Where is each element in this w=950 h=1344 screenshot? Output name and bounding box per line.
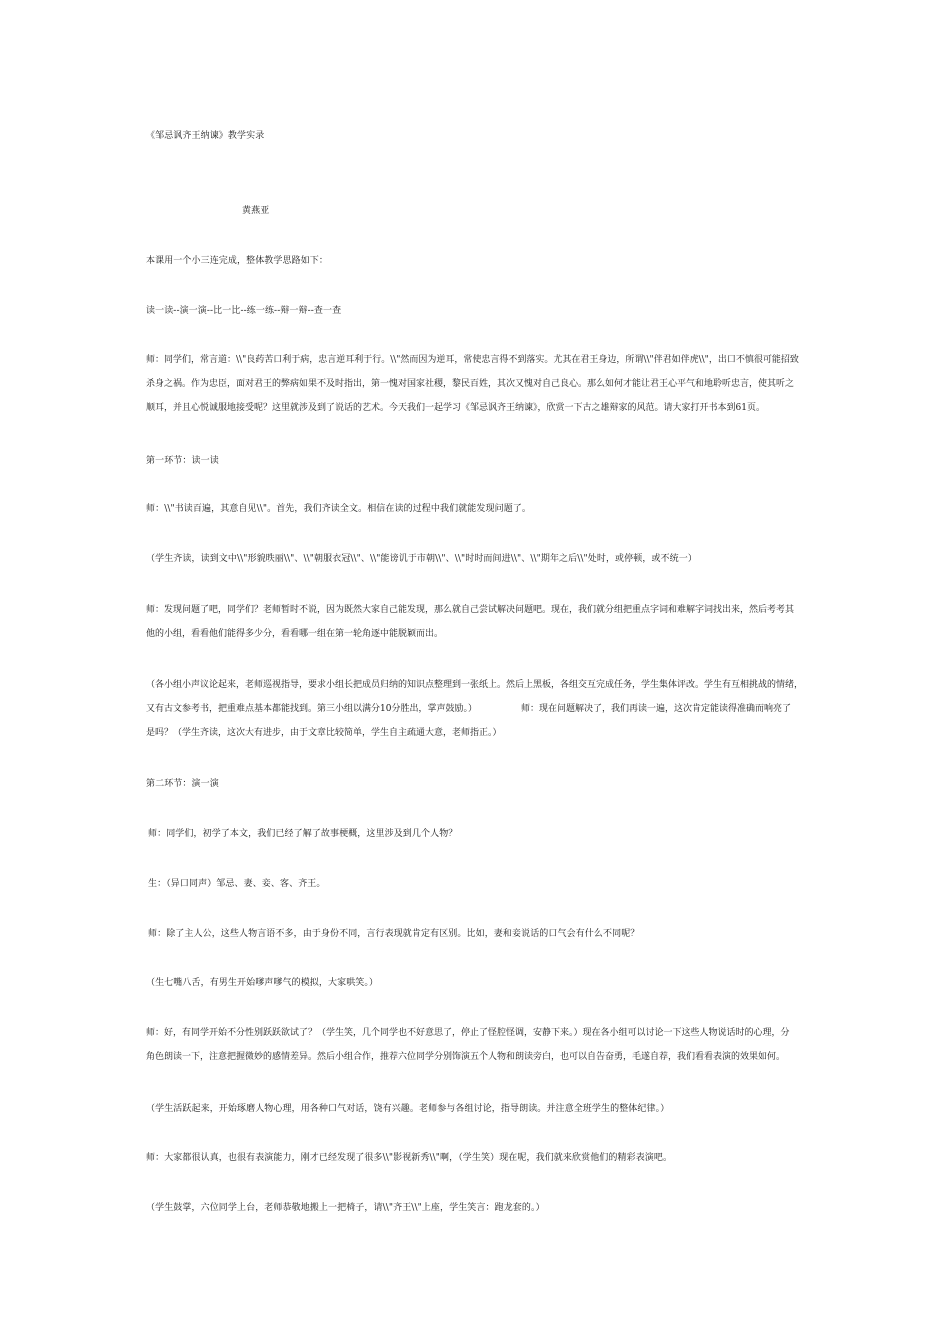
teacher-question: 师：除了主人公，这些人物言语不多，由于身份不同，言行表现就肯定有区别。比如，妻和妾说话的口气会有什么不同呢？ [148,929,640,939]
teaching-outline: 读一读--演一演--比一比--练一练--辩一辩--查一查 [146,306,342,316]
paragraph-line: 顺耳，并且心悦诚服地接受呢？这里就涉及到了说话的艺术。今天我们一起学习《邹忌讽齐王纳谏》，欣赏一下古之雄辩家的风范。请大家打开书本到61页。 [146,403,765,413]
group-activity-paragraph [146,673,818,745]
paragraph-line: 他的小组，看看他们能得多少分，看看哪一组在第一轮角逐中能脱颖而出。 [146,629,444,639]
section-heading-act: 第二环节：演一演 [146,779,219,789]
author-name: 黄燕亚 [242,206,270,216]
teacher-paragraph [146,598,818,646]
teacher-question: 师：同学们，初学了本文，我们已经了解了故事梗概，这里涉及到几个人物？ [148,829,458,839]
intro-text: 本课用一个小三连完成，整体教学思路如下： [146,256,329,266]
student-activity: （学生活跃起来，开始琢磨人物心理，用各种口气对话，饶有兴趣。老师参与各组讨论，指导朗读。并注意全班学生的整体纪律。） [146,1104,670,1114]
document-title: 《邹忌讽齐王纳谏》教学实录 [146,131,265,141]
paragraph-line: 角色朗读一下，注意把握微妙的感情差异。然后小组合作，推荐六位同学分别饰演五个人物和朗读旁白，也可以自告奋勇，毛遂自荐，我们看看表演的效果如何。 [146,1052,786,1062]
paragraph-line: 师：同学们，常言道：\\"良药苦口利于病，忠言逆耳利于行。\\"然而因为逆耳，常使忠言得不到落实。尤其在君王身边，所谓\\"伴君如伴虎\\"，出口不慎很可能招致 [146,355,799,365]
teacher-praise: 师：大家都很认真，也很有表演能力，刚才已经发现了很多\\"影视新秀\\"啊，（学生笑）现在呢，我们就来欣赏他们的精彩表演吧。 [146,1153,673,1163]
student-answer: 生：（异口同声）邹忌、妻、妾、客、齐王。 [148,879,326,889]
section-heading-read: 第一环节：读一读 [146,456,219,466]
stage-direction: （学生鼓掌，六位同学上台，老师恭敬地搬上一把椅子，请\\"齐王\\"上座，学生笑言：跑龙套的。） [146,1203,545,1213]
teacher-paragraph [146,1021,818,1069]
student-action: （学生齐读，读到文中\\"形貌昳丽\\"、\\"朝服衣冠\\"、\\"能谤讥于市朝\\"、\\"时时而间进\\"、\\"期年之后\\"处时，或停顿，或不统一） [146,554,697,564]
teacher-inline-line: 师：现在问题解决了，我们再读一遍，这次肯定能读得准确而响亮了 [520,704,791,714]
student-reaction: （生七嘴八舌，有男生开始嗲声嗲气的模拟，大家哄笑。） [146,978,379,988]
paragraph-line: （各小组小声议论起来，老师巡视指导，要求小组长把成员归纳的知识点整理到一张纸上。然后上黑板，各组交互完成任务，学生集体评改。学生有互相挑战的情绪， [146,680,804,690]
paragraph-line: 是吗？（学生齐读，这次大有进步，由于文章比较简单，学生自主疏通大意，老师指正。） [146,728,502,738]
paragraph-line: 师：发现问题了吧，同学们？老师暂时不说，因为既然大家自己能发现，那么就自己尝试解决问题吧。现在，我们就分组把重点字词和难解字词找出来，然后考考其 [146,605,795,615]
paragraph-line: 师：好，有同学开始不分性别跃跃欲试了？（学生笑，几个同学也不好意思了，停止了怪腔怪调，安静下来。）现在各小组可以讨论一下这些人物说话时的心理，分 [146,1028,790,1038]
paragraph-line: 杀身之祸。作为忠臣，面对君王的弊病如果不及时指出，第一愧对国家社稷，黎民百姓，其次又愧对自己良心。那么如何才能让君王心平气和地聆听忠言，使其听之 [146,379,795,389]
opening-paragraph [146,348,818,420]
paragraph-line: 又有古文参考书，把重难点基本都能找到。第三小组以满分10分胜出，掌声鼓励。） 师：现在问题解决了，我们再读一遍，这次肯定能读得准确而响亮了 [146,704,791,714]
teacher-line: 师：\\"书读百遍，其意自见\\"。首先，我们齐读全文。相信在读的过程中我们就能发现问题了。 [146,504,532,514]
